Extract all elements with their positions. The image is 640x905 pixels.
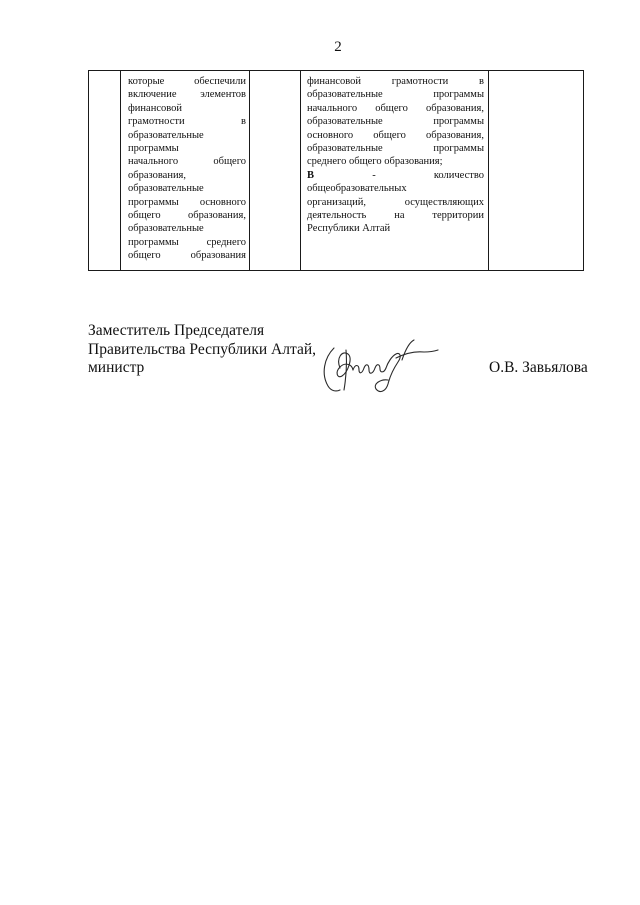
text-line: образовательные xyxy=(128,183,204,195)
text-line: образования, xyxy=(128,169,187,181)
text-line: образовательные программы xyxy=(307,89,484,101)
text-line: программы основного xyxy=(128,196,246,208)
text-line: общего образования xyxy=(128,250,246,262)
text-line: среднего общего образования; xyxy=(307,156,443,168)
position-line: Заместитель Председателя xyxy=(88,322,265,339)
text-line: финансовой грамотности в xyxy=(307,76,484,87)
text-line: программы xyxy=(128,143,179,155)
text-line: программы среднего xyxy=(128,236,246,248)
variable-word: количество xyxy=(433,169,484,181)
text-line: общего образования, xyxy=(128,210,246,222)
text-line: которые обеспечили xyxy=(128,76,246,87)
text-line: грамотности в xyxy=(128,116,246,128)
text-line: финансовой xyxy=(128,102,182,114)
text-line: организаций, осуществляющих xyxy=(307,196,484,208)
variable-dash: - xyxy=(372,169,376,181)
text-line: деятельность на территории xyxy=(307,210,484,222)
table-cell-indicator-description xyxy=(121,71,250,271)
text-line: начального общего образования, xyxy=(307,102,484,114)
signatory-position xyxy=(88,322,316,378)
table-cell-number xyxy=(89,71,121,271)
table-row xyxy=(89,71,584,271)
position-line: Правительства Республики Алтай, xyxy=(88,340,316,358)
text-line: основного общего образования, xyxy=(307,129,484,141)
page-number: 2 xyxy=(334,39,342,55)
position-line: министр xyxy=(88,359,145,376)
text-line: Республики Алтай xyxy=(307,223,391,235)
text-line: образовательные программы xyxy=(307,143,484,155)
text-line: включение элементов xyxy=(128,89,246,101)
signatory-name: О.В. Завьялова xyxy=(489,359,588,376)
variable-letter: В xyxy=(307,169,315,181)
indicator-table xyxy=(88,70,584,271)
table-cell-formula-description xyxy=(301,71,489,271)
text-line: начального общего xyxy=(128,156,246,168)
variable-definition-line xyxy=(307,169,484,182)
table-cell-source xyxy=(489,71,584,271)
text-line: общеобразовательных xyxy=(307,183,407,195)
text-line: образовательные xyxy=(128,129,204,141)
signature xyxy=(318,334,440,400)
text-line: образовательные xyxy=(128,223,204,235)
table-cell-unit xyxy=(250,71,301,271)
text-line: образовательные программы xyxy=(307,116,484,128)
